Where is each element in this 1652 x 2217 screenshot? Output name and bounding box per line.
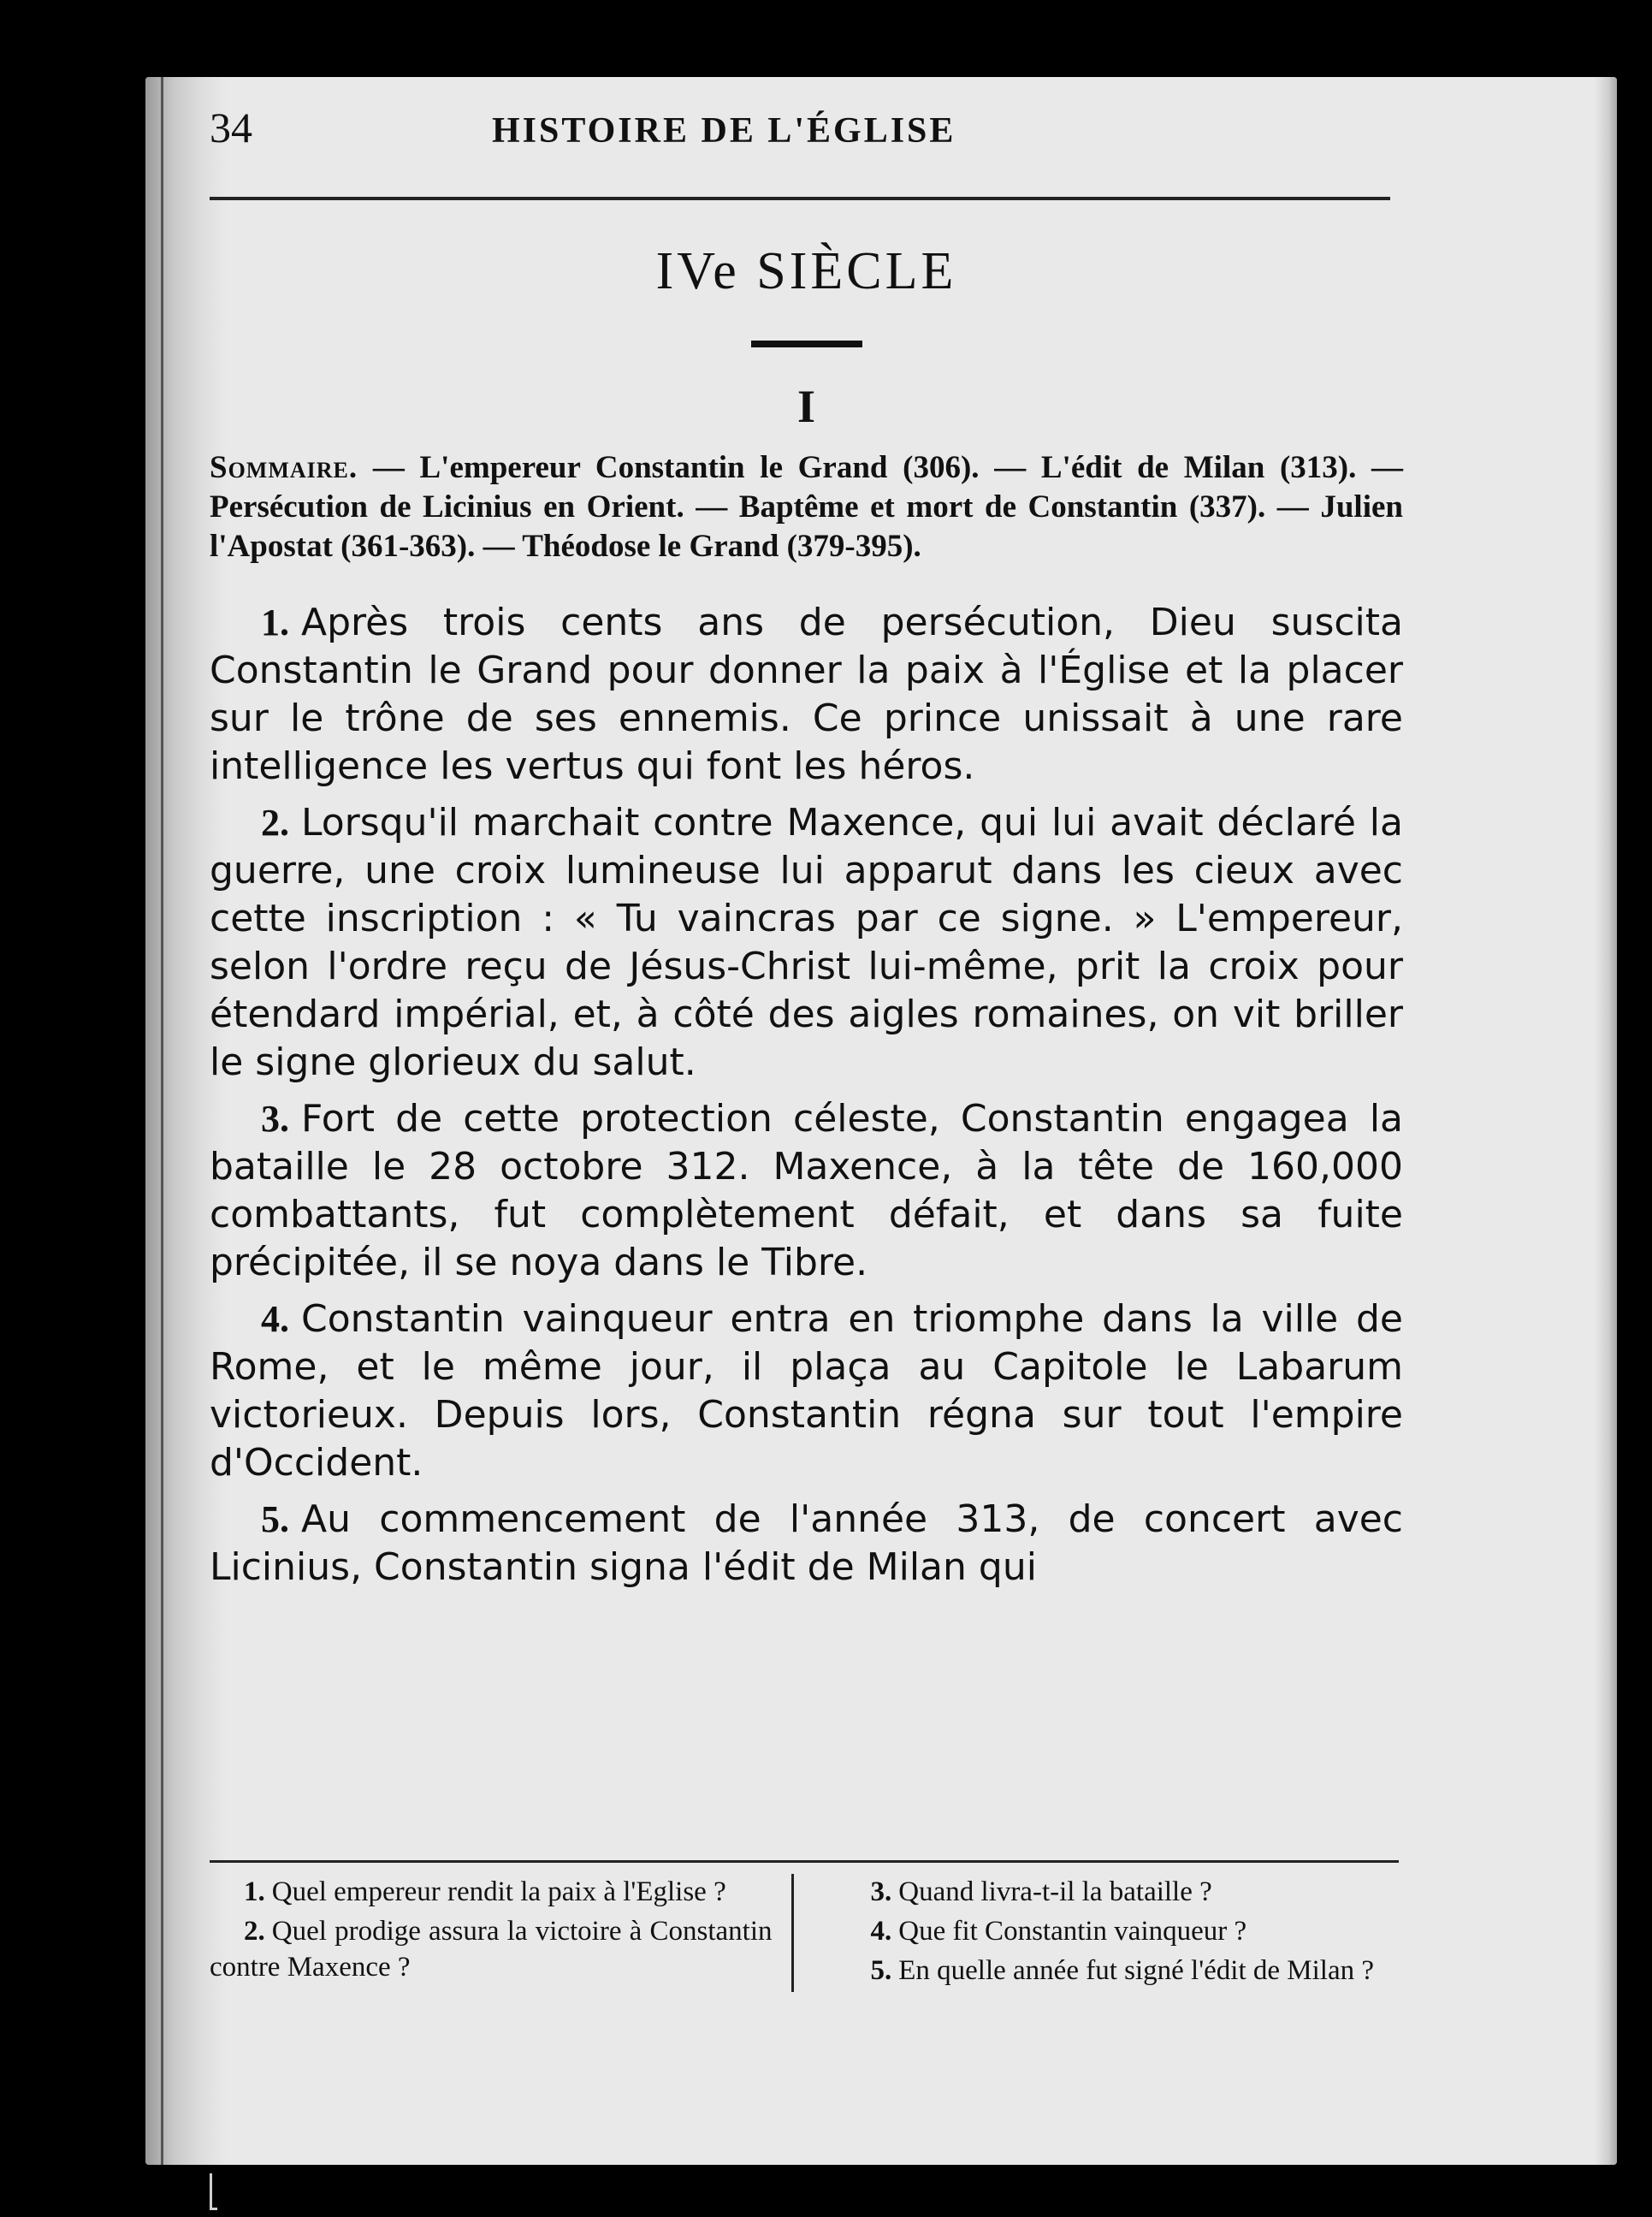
paragraph-number: 3. [261, 1098, 289, 1140]
question-item [210, 1874, 773, 1910]
question-text: Quand livra-t-il la bataille ? [898, 1876, 1212, 1907]
paragraph [210, 1095, 1403, 1287]
page-number: 34 [210, 104, 252, 151]
paragraph-text: Lorsqu'il marchait contre Maxence, qui lui avait déclaré la guerre, une croix lumineuse lui apparut dans les cieux avec cette inscription : « Tu vaincras par ce signe. » L'empereur, selon l'ordre reçu de Jésus-Christ lui-même, prit la croix pour étendard impérial, et, à côté des aigles romaines, on vit briller le signe glorieux du salut. [210, 801, 1403, 1084]
question-number: 5. [870, 1955, 892, 1986]
spine-edge-line [161, 77, 163, 2165]
question-number: 3. [870, 1876, 892, 1907]
question-text: Quel prodige assura la victoire à Constantin contre Maxence ? [210, 1916, 773, 1983]
century-heading: IVe SIÈCLE [655, 242, 957, 300]
question-item [210, 1913, 773, 1985]
paragraph [210, 599, 1403, 791]
review-questions [210, 1874, 1399, 1992]
question-item [837, 1874, 1400, 1910]
section-number: I [796, 381, 815, 432]
question-number: 4. [870, 1916, 892, 1947]
paragraph-text: Au commencement de l'année 313, de concert avec Licinius, Constantin signa l'édit de Milan qui [210, 1497, 1403, 1589]
heading-divider [751, 341, 862, 347]
paragraph-text: Après trois cents ans de persécution, Dieu suscita Constantin le Grand pour donner la paix à l'Église et la placer sur le trône de ses ennemis. Ce prince unissait à une rare intelligence les vertus qui font les héros. [210, 601, 1403, 788]
running-title: HISTOIRE DE L'ÉGLISE [492, 111, 956, 151]
footnote-rule [210, 1860, 1399, 1863]
question-number: 1. [244, 1876, 265, 1907]
questions-right-column [794, 1874, 1400, 1992]
page-content [210, 103, 1403, 1600]
paragraph-number: 1. [261, 602, 289, 643]
summary-label: Sommaire. [210, 450, 358, 485]
paragraph [210, 1295, 1403, 1487]
question-item [837, 1953, 1400, 1989]
question-text: Quel empereur rendit la paix à l'Eglise ? [271, 1876, 726, 1907]
question-text: En quelle année fut signé l'édit de Milan ? [898, 1955, 1375, 1986]
paragraph [210, 1496, 1403, 1592]
paragraph-number: 2. [261, 802, 289, 844]
question-text: Que fit Constantin vainqueur ? [898, 1916, 1247, 1947]
paragraph-text: Constantin vainqueur entra en triomphe dans la ville de Rome, et le même jour, il plaça au Capitole le Labarum victorieux. Depuis lors, Constantin régna sur tout l'empire d'Occident. [210, 1297, 1403, 1485]
paragraph-text: Fort de cette protection céleste, Constantin engagea la bataille le 28 octobre 312. Maxence, à la tête de 160,000 combattants, fut complètement défait, et dans sa fuite précipitée, il se noya dans le Tibre. [210, 1097, 1403, 1284]
paragraph [210, 799, 1403, 1087]
page-header [210, 103, 1403, 180]
paragraph-number: 5. [261, 1498, 289, 1540]
page-right-edge [1595, 77, 1617, 2165]
question-item [837, 1913, 1400, 1949]
header-rule [210, 197, 1390, 200]
scan-corner-mark [210, 2173, 217, 2210]
question-number: 2. [244, 1916, 265, 1947]
paragraph-number: 4. [261, 1298, 289, 1340]
chapter-summary [210, 448, 1403, 566]
body-text [210, 599, 1403, 1592]
summary-text: — L'empereur Constantin le Grand (306). — L'édit de Milan (313). — Persécution de Licinius en Orient. — Baptême et mort de Constantin (337). — Julien l'Apostat (361-363). — Théodose le Grand (379-395). [210, 450, 1404, 564]
questions-left-column [210, 1874, 794, 1992]
